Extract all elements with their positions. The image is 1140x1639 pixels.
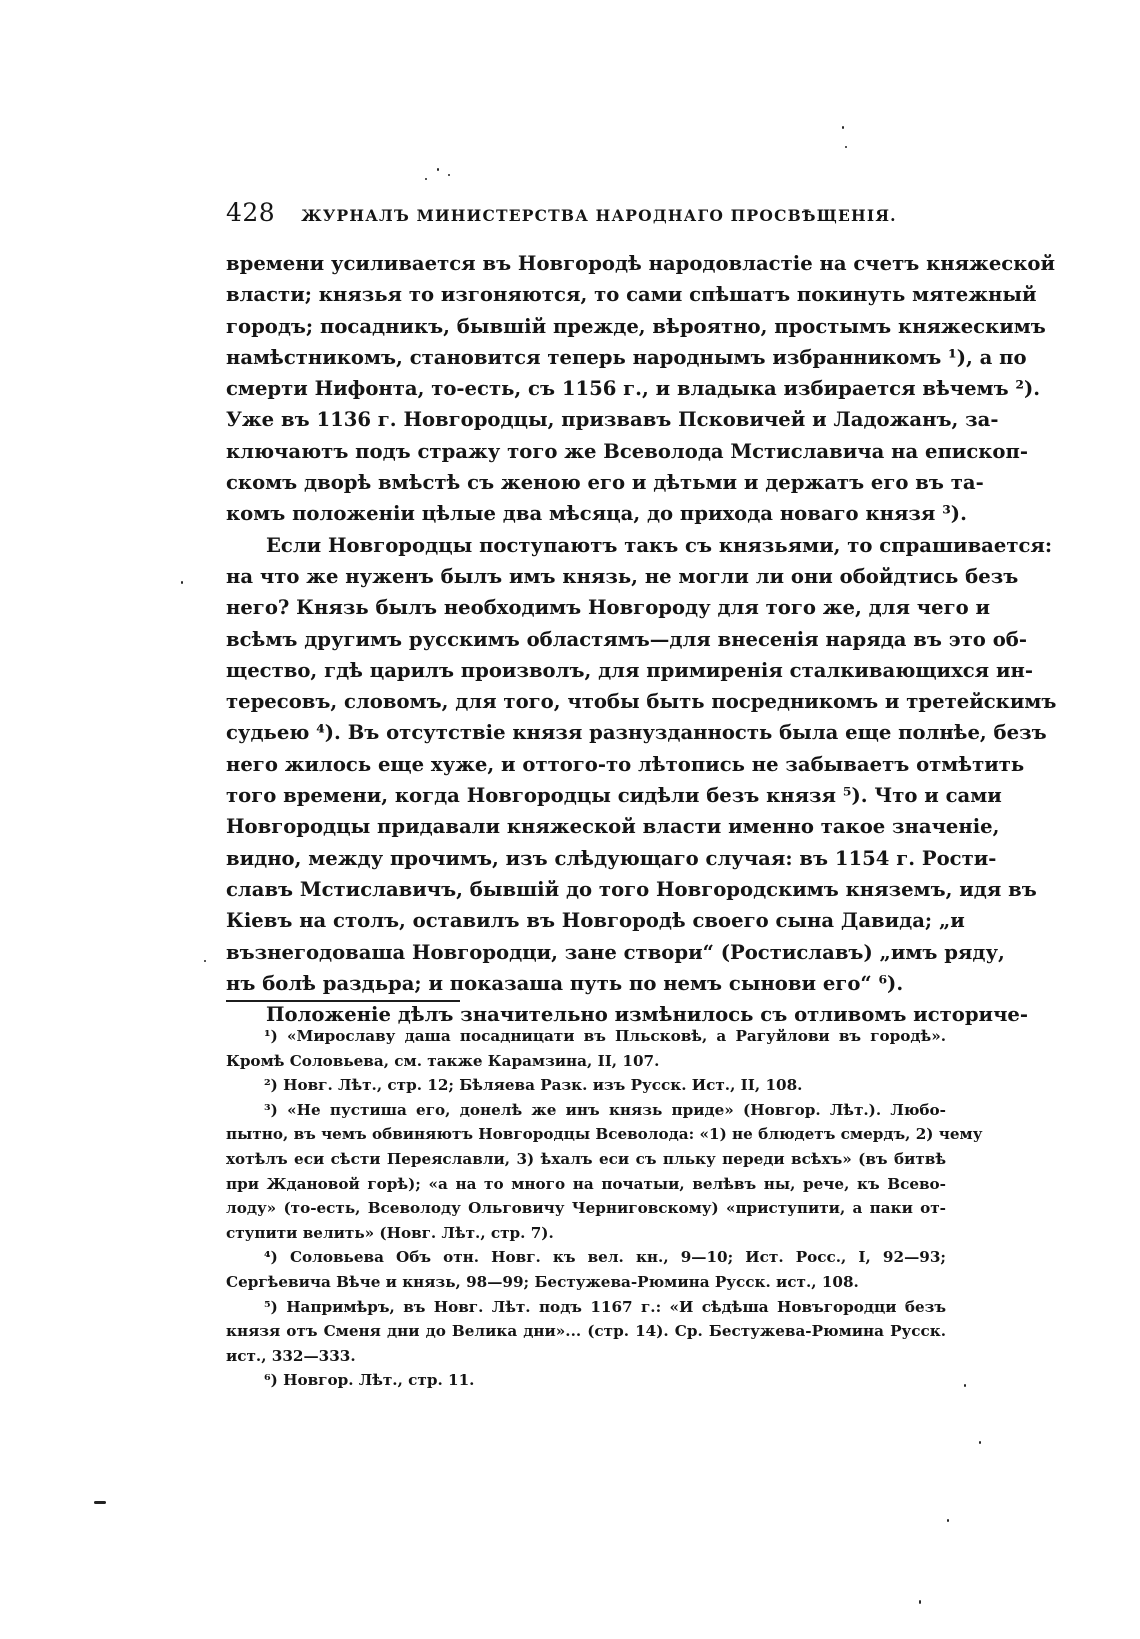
main-text: [226, 248, 1057, 1030]
footnotes: [226, 1024, 983, 1393]
text-line: Новгородцы придавали княжеской власти именно такое значеніе,: [226, 815, 1000, 839]
paragraph-start-line: Если Новгородцы поступаютъ такъ съ князьями, то спрашивается:: [266, 533, 1053, 557]
footnote-line: лоду» (то-есть, Всеволоду Ольговичу Черниговскому) «приступити, а паки от-: [226, 1199, 946, 1218]
running-header: [226, 198, 897, 232]
footnote-line: ¹) «Мирославу даша посадницати въ Пльсковѣ, а Рагуйлови въ городѣ».: [264, 1027, 946, 1045]
footnote-line: Кромѣ Соловьева, см. также Карамзина, II, 107.: [226, 1051, 660, 1070]
text-line: власти; князья то изгоняются, то сами спѣшатъ покинуть мятежный: [226, 283, 1037, 307]
text-line: славъ Мстиславичъ, бывшій до того Новгородскимъ княземъ, идя въ: [226, 877, 1037, 901]
scan-speck: [181, 581, 183, 584]
footnote-line: ⁴) Соловьева Объ отн. Новг. къ вел. кн., 9—10; Ист. Росс., I, 92—93;: [264, 1248, 946, 1267]
scan-speck: [845, 146, 847, 148]
text-line: Уже въ 1136 г. Новгородцы, призвавъ Псковичей и Ладожанъ, за-: [226, 408, 999, 432]
text-line: Кіевъ на столъ, оставилъ въ Новгородѣ своего сына Давида; „и: [226, 909, 965, 933]
footnote-line: ³) «Не пустиша его, донелѣ же инъ князь приде» (Новгор. Лѣт.). Любо-: [264, 1100, 946, 1119]
footnote-line: ист., 332—333.: [226, 1346, 356, 1365]
footnote-separator: [226, 1000, 460, 1002]
footnote-line: ступити велить» (Новг. Лѣт., стр. 7).: [226, 1223, 554, 1242]
scan-speck: [947, 1519, 949, 1522]
text-line: него жилось еще хуже, и оттого-то лѣтопись не забываетъ отмѣтить: [226, 752, 1025, 776]
text-line: намѣстникомъ, становится теперь народнымъ избранникомъ ¹), а по: [226, 345, 1027, 369]
footnote-line: ²) Новг. Лѣт., стр. 12; Бѣляева Разк. изъ Русск. Ист., II, 108.: [264, 1076, 803, 1095]
scan-speck: [448, 174, 450, 176]
text-line: щество, гдѣ царилъ произволъ, для примиренія сталкивающихся ин-: [226, 658, 1033, 682]
footnote-line: хотѣлъ еси сѣсти Переяславли, 3) ѣхалъ еси съ пльку переди всѣхъ» (въ битвѣ: [226, 1149, 946, 1168]
text-line: судьею ⁴). Въ отсутствіе князя разнузданность была еще полнѣе, безъ: [226, 721, 1047, 745]
journal-title: ЖУРНАЛЪ МИНИСТЕРСТВА НАРОДНАГО ПРОСВѢЩЕНІЯ.: [301, 206, 897, 225]
text-line: комъ положеніи цѣлые два мѣсяца, до прихода новаго князя ³).: [226, 502, 967, 526]
text-line: времени усиливается въ Новгородѣ народовластіе на счетъ княжеской: [226, 252, 1055, 275]
text-line: на что же нуженъ былъ имъ князь, не могли ли они обойдтись безъ: [226, 564, 1019, 588]
footnote-line: князя отъ Сменя дни до Велика дни»... (стр. 14). Ср. Бестужева-Рюмина Русск.: [226, 1322, 946, 1341]
text-line: видно, между прочимъ, изъ слѣдующаго случая: въ 1154 г. Рости-: [226, 846, 997, 870]
text-line: тересовъ, словомъ, для того, чтобы быть посредникомъ и третейскимъ: [226, 690, 1057, 714]
text-line: възнегодоваша Новгородци, зане створи“ (Ростиславъ) „имъ ряду,: [226, 940, 1005, 964]
footnote-line: ⁵) Напримѣръ, въ Новг. Лѣт. подъ 1167 г.: «И сѣдѣша Новъгородци безъ: [264, 1297, 946, 1316]
text-line: него? Князь былъ необходимъ Новгороду для того же, для чего и: [226, 596, 991, 620]
scan-speck: [204, 960, 206, 962]
paragraph-start-line: Положеніе дѣлъ значительно измѣнилось съ отливомъ историче-: [266, 1003, 1029, 1027]
text-line: смерти Нифонта, то-есть, съ 1156 г., и владыка избирается вѣчемъ ²).: [226, 377, 1041, 401]
footnote-line: Сергѣевича Вѣче и князь, 98—99; Бестужева-Рюмина Русск. ист., 108.: [226, 1272, 859, 1291]
scan-speck: [437, 168, 439, 171]
scan-speck: [919, 1600, 921, 1604]
scan-speck: [964, 1384, 966, 1387]
footnote-line: при Ждановой горѣ); «а на то много на початыи, велѣвъ ны, рече, къ Всево-: [226, 1174, 946, 1193]
scan-speck: [979, 1441, 981, 1444]
page-number: 428: [226, 198, 276, 227]
footnote-line: пытно, въ чемъ обвиняютъ Новгородцы Всеволода: «1) не блюдетъ смердъ, 2) чему: [226, 1125, 983, 1144]
text-line: ключаютъ подъ стражу того же Всеволода Мстиславича на епископ-: [226, 439, 1028, 463]
footnote-line: ⁶) Новгор. Лѣт., стр. 11.: [264, 1371, 475, 1390]
text-line: скомъ дворѣ вмѣстѣ съ женою его и дѣтьми и держатъ его въ та-: [226, 471, 984, 495]
text-line: того времени, когда Новгородцы сидѣли безъ князя ⁵). Что и сами: [226, 784, 1002, 808]
scan-speck: [842, 126, 844, 129]
scan-speck: [425, 178, 427, 180]
scan-speck: [94, 1501, 106, 1504]
text-line: всѣмъ другимъ русскимъ областямъ—для внесенія наряда въ это об-: [226, 627, 1027, 651]
text-line: городъ; посадникъ, бывшій прежде, вѣроятно, простымъ княжескимъ: [226, 314, 1046, 338]
text-line: нъ болѣ раздьра; и показаша путь по немъ сынови его“ ⁶).: [226, 971, 904, 995]
